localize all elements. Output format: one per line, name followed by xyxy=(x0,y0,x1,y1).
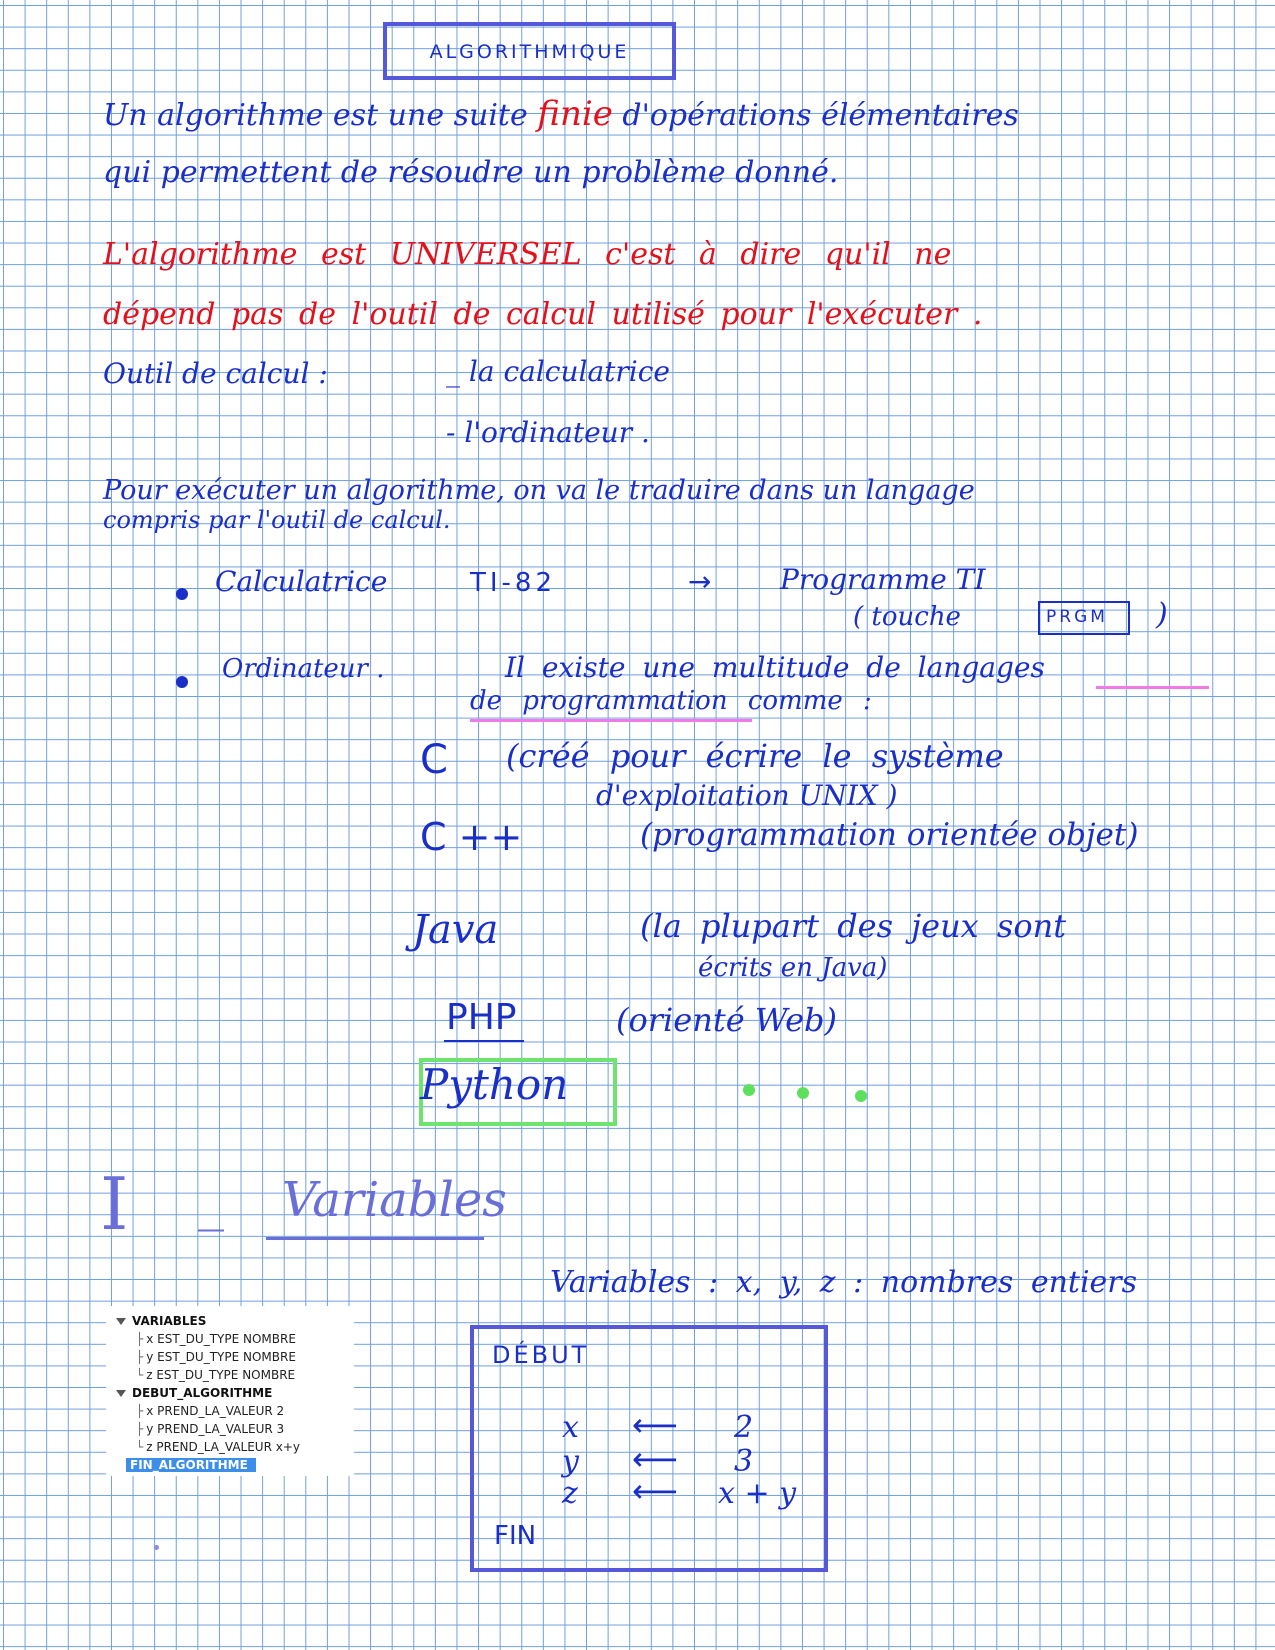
tree-item-var-y[interactable] xyxy=(136,1350,296,1364)
language-cpp-desc: (programmation orientée objet) xyxy=(640,817,1139,853)
tree-node-variables[interactable] xyxy=(116,1314,206,1328)
intro-line-1 xyxy=(103,94,1019,134)
assign-var: x xyxy=(562,1410,579,1445)
collapse-triangle-icon[interactable] xyxy=(116,1390,126,1397)
ellipsis-dot xyxy=(855,1090,867,1102)
algo-debut: DÉBUT xyxy=(492,1341,590,1369)
left-arrow-icon: ⟵ xyxy=(632,1406,678,1444)
language-c: C xyxy=(420,737,448,783)
universal-line-1: L'algorithme est UNIVERSEL c'est à dire qu'il ne xyxy=(103,237,952,272)
tree-branch-icon: ├ xyxy=(136,1332,144,1346)
assign-value: 2 xyxy=(734,1410,754,1445)
language-php-desc: (orienté Web) xyxy=(616,1001,837,1039)
intro-line-2: qui permettent de résoudre un problème donné. xyxy=(103,155,839,190)
bullet xyxy=(176,676,188,688)
language-c-desc-2: d'exploitation UNIX ) xyxy=(596,779,898,812)
title-box xyxy=(383,22,676,80)
assign-value: 3 xyxy=(734,1444,754,1479)
section-number: I xyxy=(100,1162,129,1246)
tree-item-label: z EST_DU_TYPE NOMBRE xyxy=(146,1368,296,1382)
computer-text-1: Il existe une multitude de langages xyxy=(505,651,1045,684)
tree-item-step-z[interactable] xyxy=(136,1440,300,1454)
section-title-underline xyxy=(266,1237,484,1240)
language-java: Java xyxy=(412,907,499,953)
prgm-key-box xyxy=(1038,601,1130,635)
calculator-label: Calculatrice xyxy=(215,565,388,598)
php-underline xyxy=(444,1040,524,1042)
bullet xyxy=(176,588,188,600)
intro-emphasis-finie: finie xyxy=(537,94,613,134)
calculator-model: TI-82 xyxy=(470,568,557,598)
language-python: Python xyxy=(420,1060,569,1109)
calculator-key-close: ) xyxy=(1156,597,1168,632)
tool-computer: - l'ordinateur . xyxy=(446,416,650,449)
language-cpp: C ++ xyxy=(420,815,523,859)
intro-line-1-after: d'opérations élémentaires xyxy=(622,98,1019,133)
tree-item-label: z PREND_LA_VALEUR x+y xyxy=(146,1440,301,1454)
language-java-desc-2: écrits en Java) xyxy=(698,953,888,983)
tree-branch-icon: ├ xyxy=(136,1404,144,1418)
tree-branch-icon: ├ xyxy=(136,1422,144,1436)
tree-node-label-selected: FIN_ALGORITHME xyxy=(126,1458,256,1472)
left-arrow-icon: ⟵ xyxy=(632,1472,678,1510)
arrow-right-icon: → xyxy=(688,565,712,598)
algo-fin: FIN xyxy=(494,1521,537,1551)
language-c-desc: (créé pour écrire le système xyxy=(506,737,1004,775)
algo-box xyxy=(470,1325,828,1572)
tree-node-label: DEBUT_ALGORITHME xyxy=(132,1386,273,1400)
assign-var: y xyxy=(562,1444,579,1479)
assign-var: z xyxy=(562,1476,578,1511)
calculator-program: Programme TI xyxy=(780,563,986,596)
collapse-triangle-icon[interactable] xyxy=(116,1318,126,1325)
tree-item-var-x[interactable] xyxy=(136,1332,296,1346)
tree-item-step-y[interactable] xyxy=(136,1422,284,1436)
tree-branch-icon: └ xyxy=(136,1440,144,1454)
left-arrow-icon: ⟵ xyxy=(632,1440,678,1478)
underline-highlight xyxy=(470,719,752,722)
prgm-key: PRGM xyxy=(1046,607,1108,627)
page-title: ALGORITHMIQUE xyxy=(429,41,630,63)
language-php: PHP xyxy=(446,997,517,1038)
computer-label: Ordinateur . xyxy=(222,654,385,684)
tree-item-label: x EST_DU_TYPE NOMBRE xyxy=(146,1332,296,1346)
tool-calculator: _ la calculatrice xyxy=(446,355,670,388)
ellipsis-dot xyxy=(797,1087,809,1099)
tools-label: Outil de calcul : xyxy=(103,357,328,390)
tree-item-label: y EST_DU_TYPE NOMBRE xyxy=(146,1350,296,1364)
assign-value: x + y xyxy=(718,1476,797,1511)
stray-dot xyxy=(154,1545,159,1550)
calculator-key-open: ( touche xyxy=(853,602,961,632)
section-title: Variables xyxy=(282,1172,507,1228)
universal-line-2: dépend pas de l'outil de calcul utilisé pour l'exécuter . xyxy=(103,297,983,332)
algo-declaration: Variables : x, y, z : nombres entiers xyxy=(550,1265,1138,1300)
tree-item-label: x PREND_LA_VALEUR 2 xyxy=(146,1404,285,1418)
language-java-desc: (la plupart des jeux sont xyxy=(640,907,1067,945)
tree-node-label: VARIABLES xyxy=(132,1314,207,1328)
tree-item-label: y PREND_LA_VALEUR 3 xyxy=(146,1422,285,1436)
tree-branch-icon: ├ xyxy=(136,1350,144,1364)
computer-text-2: de programmation comme : xyxy=(470,686,872,716)
tree-item-step-x[interactable] xyxy=(136,1404,284,1418)
intro-line-1-before: Un algorithme est une suite xyxy=(103,98,528,133)
tree-branch-icon: └ xyxy=(136,1368,144,1382)
translate-line-1: Pour exécuter un algorithme, on va le traduire dans un langage xyxy=(103,475,975,506)
tree-node-debut[interactable] xyxy=(116,1386,272,1400)
tree-node-fin[interactable] xyxy=(126,1458,256,1472)
ellipsis-dot xyxy=(743,1084,755,1096)
translate-line-2: compris par l'outil de calcul. xyxy=(103,506,451,534)
tree-item-var-z[interactable] xyxy=(136,1368,295,1382)
algobox-tree-panel xyxy=(106,1306,354,1476)
underline-highlight xyxy=(1096,686,1209,689)
section-dash: _ xyxy=(198,1172,224,1232)
